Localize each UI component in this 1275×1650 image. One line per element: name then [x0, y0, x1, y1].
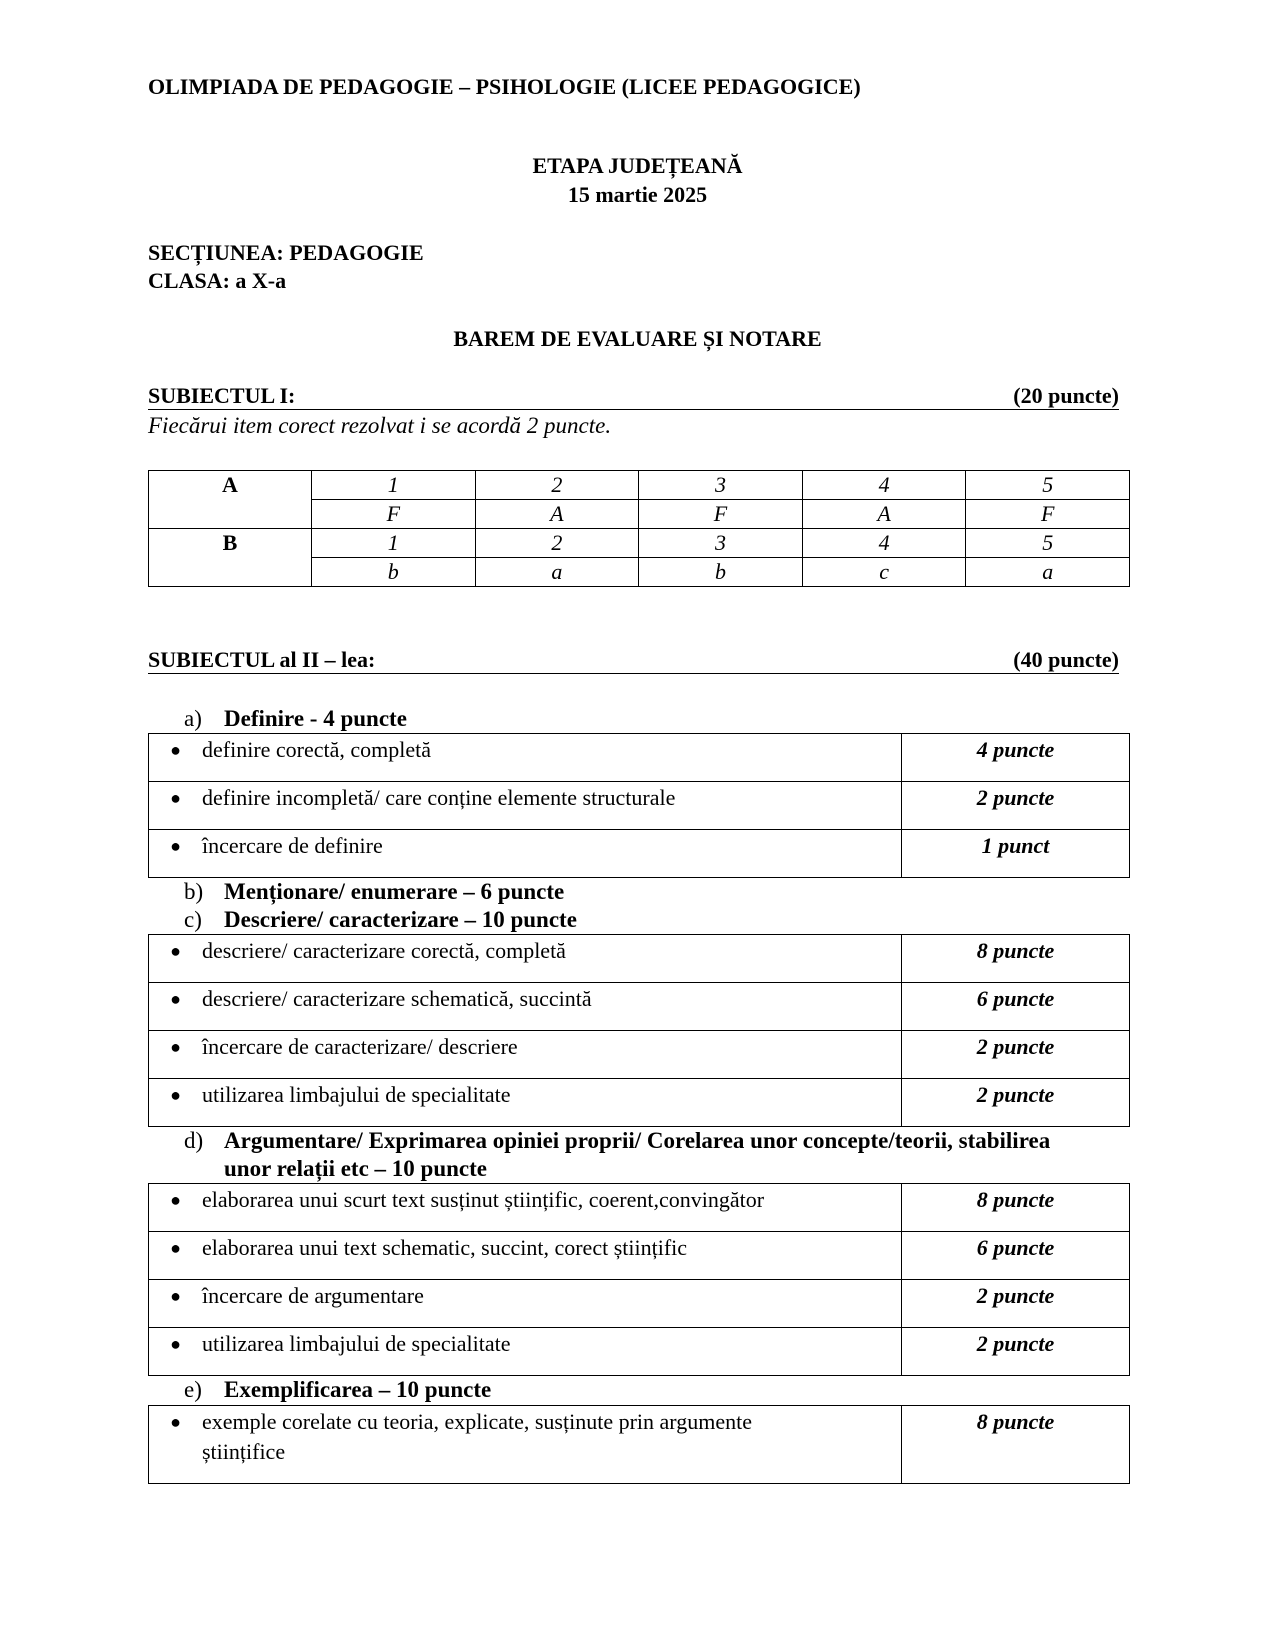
item-answer: a: [475, 558, 639, 587]
table-row: [149, 1079, 1130, 1127]
item-answer: A: [475, 500, 639, 529]
criterion-points: 2 puncte: [902, 1280, 1130, 1328]
criterion-text: încercare de caracterizare/ descriere: [202, 1034, 518, 1059]
item-answer: F: [639, 500, 803, 529]
table-row: [149, 782, 1130, 830]
item-answer: c: [802, 558, 966, 587]
item-answer: a: [966, 558, 1130, 587]
item-a-table: [148, 733, 1130, 878]
criterion-text: utilizarea limbajului de specialitate: [202, 1331, 511, 1356]
table-row: [149, 1232, 1130, 1280]
item-letter: c): [184, 907, 202, 932]
subject1-heading: [148, 384, 1119, 410]
subject2-label: SUBIECTUL al II – lea:: [148, 647, 376, 672]
item-d-table: [148, 1183, 1130, 1376]
item-number: 4: [802, 471, 966, 500]
bullet-icon: ●: [170, 1238, 181, 1258]
bullet-icon: ●: [170, 1085, 181, 1105]
criterion-text: utilizarea limbajului de specialitate: [202, 1082, 511, 1107]
item-a-heading: [184, 705, 407, 733]
criterion-points: 6 puncte: [902, 983, 1130, 1031]
bullet-icon: ●: [170, 1037, 181, 1057]
item-number: 2: [475, 471, 639, 500]
criterion-points: 8 puncte: [902, 1406, 1130, 1484]
criterion-text: elaborarea unui scurt text susținut științific, coerent,convingător: [202, 1187, 765, 1212]
item-answer: A: [802, 500, 966, 529]
criterion-text: încercare de argumentare: [202, 1283, 424, 1308]
criterion-text-cont: științifice: [202, 1439, 286, 1464]
exam-date: 15 martie 2025: [567, 182, 708, 207]
criterion-points: 1 punct: [902, 830, 1130, 878]
subject1-note: Fiecărui item corect rezolvat i se acordă 2 puncte.: [148, 413, 612, 438]
document-title: BAREM DE EVALUARE ȘI NOTARE: [453, 326, 822, 351]
item-number: 4: [802, 529, 966, 558]
class-label: CLASA: a X-a: [148, 268, 287, 293]
item-number: 3: [639, 529, 803, 558]
item-number: 5: [966, 529, 1130, 558]
item-answer: b: [312, 558, 476, 587]
criterion-text: definire corectă, completă: [202, 737, 432, 762]
criterion-text: definire incompletă/ care conține elemente structurale: [202, 785, 676, 810]
criterion-text: descriere/ caracterizare schematică, succintă: [202, 986, 592, 1011]
item-title: Definire - 4 puncte: [224, 706, 407, 731]
olympiad-title: OLIMPIADA DE PEDAGOGIE – PSIHOLOGIE (LICEE PEDAGOGICE): [148, 74, 861, 99]
item-letter: d): [184, 1128, 204, 1153]
criterion-points: 2 puncte: [902, 1031, 1130, 1079]
group-key: A: [149, 471, 312, 529]
item-letter: b): [184, 879, 204, 904]
bullet-icon: ●: [170, 989, 181, 1009]
criterion-points: 8 puncte: [902, 1184, 1130, 1232]
stage-title: ETAPA JUDEȚEANĂ: [532, 153, 743, 178]
criterion-text: descriere/ caracterizare corectă, completă: [202, 938, 566, 963]
table-row: [149, 471, 1130, 500]
subject1-points: (20 puncte): [1013, 383, 1119, 408]
subject2-heading: [148, 648, 1119, 674]
table-row: [149, 830, 1130, 878]
table-row: [149, 983, 1130, 1031]
criterion-text: elaborarea unui text schematic, succint, corect științific: [202, 1235, 688, 1260]
table-row: [149, 1031, 1130, 1079]
criterion-points: 2 puncte: [902, 1328, 1130, 1376]
bullet-icon: ●: [170, 740, 181, 760]
item-d-heading-cont: [224, 1155, 487, 1183]
bullet-icon: ●: [170, 1412, 181, 1432]
item-c-table: [148, 934, 1130, 1127]
item-number: 2: [475, 529, 639, 558]
bullet-icon: ●: [170, 788, 181, 808]
item-letter: e): [184, 1377, 202, 1402]
bullet-icon: ●: [170, 1190, 181, 1210]
subject2-points: (40 puncte): [1013, 647, 1119, 672]
bullet-icon: ●: [170, 941, 181, 961]
criterion-points: 8 puncte: [902, 935, 1130, 983]
table-row: [149, 935, 1130, 983]
item-title: Exemplificarea – 10 puncte: [224, 1377, 492, 1402]
criterion-points: 4 puncte: [902, 734, 1130, 782]
table-row: [149, 1184, 1130, 1232]
table-row: [149, 1280, 1130, 1328]
criterion-points: 6 puncte: [902, 1232, 1130, 1280]
item-number: 3: [639, 471, 803, 500]
table-row: [149, 529, 1130, 558]
table-row: [149, 1328, 1130, 1376]
answer-key-table: [148, 470, 1130, 587]
section-label: SECȚIUNEA: PEDAGOGIE: [148, 240, 424, 265]
item-b-heading: [184, 878, 564, 906]
item-e-table: [148, 1405, 1130, 1484]
bullet-icon: ●: [170, 1334, 181, 1354]
item-title: unor relații etc – 10 puncte: [224, 1156, 487, 1181]
criterion-points: 2 puncte: [902, 782, 1130, 830]
bullet-icon: ●: [170, 1286, 181, 1306]
item-number: 1: [312, 471, 476, 500]
item-e-heading: [184, 1376, 491, 1404]
criterion-points: 2 puncte: [902, 1079, 1130, 1127]
item-answer: b: [639, 558, 803, 587]
criterion-text: încercare de definire: [202, 833, 383, 858]
item-d-heading: [184, 1127, 1050, 1155]
item-title: Argumentare/ Exprimarea opiniei proprii/ Corelarea unor concepte/teorii, stabilirea: [224, 1128, 1051, 1153]
item-number: 1: [312, 529, 476, 558]
item-answer: F: [966, 500, 1130, 529]
table-row: [149, 734, 1130, 782]
item-title: Menționare/ enumerare – 6 puncte: [224, 879, 565, 904]
item-c-heading: [184, 906, 577, 934]
table-row: [149, 1406, 1130, 1484]
subject1-label: SUBIECTUL I:: [148, 383, 296, 408]
item-answer: F: [312, 500, 476, 529]
item-title: Descriere/ caracterizare – 10 puncte: [224, 907, 577, 932]
group-key: B: [149, 529, 312, 587]
criterion-text: exemple corelate cu teoria, explicate, susținute prin argumente: [202, 1409, 752, 1434]
item-number: 5: [966, 471, 1130, 500]
bullet-icon: ●: [170, 836, 181, 856]
item-letter: a): [184, 706, 202, 731]
